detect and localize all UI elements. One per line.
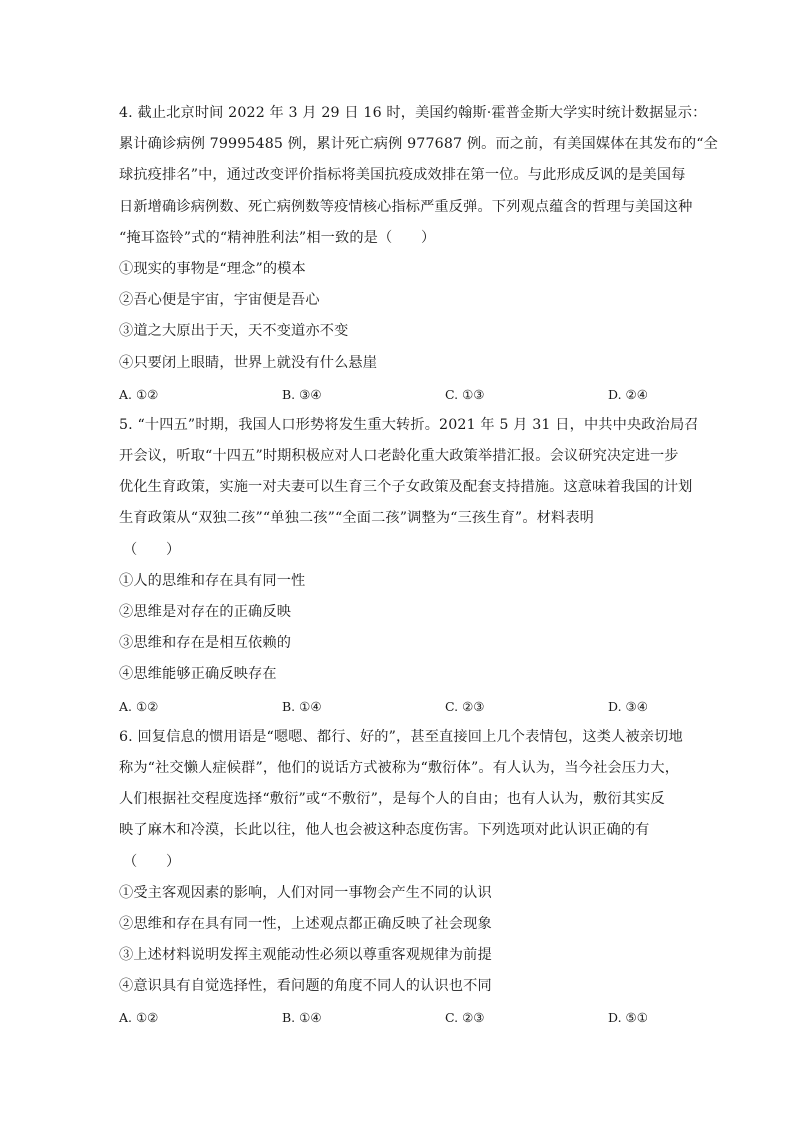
question-4-statement-1: ①现实的事物是“理念”的模本 [119,260,306,277]
question-4 [119,98,718,410]
question-6-option-b[interactable]: B. ①④ [282,1010,322,1026]
question-4-option-b[interactable]: B. ③④ [282,386,322,402]
question-5-statement-2: ②思维是对存在的正确反映 [119,604,292,620]
question-5-statement-1: ①人的思维和存在具有同一性 [119,572,306,589]
question-6 [119,722,683,1034]
question-6-stem-line-4: 映了麻木和冷漠，长此以往，他人也会被这种态度伤害。下列选项对此认识正确的有 [119,822,650,839]
question-6-statement-2: ②思维和存在具有同一性，上述观点都正确反映了社会现象 [119,915,492,932]
question-4-stem-line-2: 累计确诊病例 79995485 例，累计死亡病例 977687 例。而之前，有美国媒体在其发布的“全 [119,136,718,153]
question-6-statement-3: ③上述材料说明发挥主观能动性必须以尊重客观规律为前提 [119,947,492,964]
question-4-stem-line-5: “掩耳盗铃”式的“精神胜利法”相一致的是（ ） [119,229,436,246]
question-4-statement-2: ②吾心便是宇宙，宇宙便是吾心 [119,292,320,309]
question-5-option-b[interactable]: B. ①④ [282,698,322,714]
question-6-option-c[interactable]: C. ②③ [445,1010,485,1026]
question-4-statement-3: ③道之大原出于天，天不变道亦不变 [119,323,349,340]
question-5-statement-4: ④思维能够正确反映存在 [119,666,277,683]
question-6-statement-4: ④意识具有自觉选择性，看问题的角度不同人的认识也不同 [119,978,492,995]
question-5 [119,410,699,722]
question-4-option-d[interactable]: D. ②④ [608,386,648,402]
question-5-statement-3: ③思维和存在是相互依赖的 [119,635,292,652]
exam-page [119,98,718,1034]
question-6-option-d[interactable]: D. ⑤① [608,1010,648,1026]
question-4-option-a[interactable]: A. ①② [119,386,159,402]
question-5-stem-line-1: 5. “十四五”时期，我国人口形势将发生重大转折。2021 年 5 月 31 日，中共中央政治局召 [119,416,699,433]
question-5-answer-paren: （ ） [123,541,181,558]
question-4-stem-line-4: 日新增确诊病例数、死亡病例数等疫情核心指标严重反弹。下列观点蕴含的哲理与美国这种 [119,198,693,215]
question-4-options [119,379,679,410]
question-5-options [119,691,679,722]
question-5-option-a[interactable]: A. ①② [119,698,159,714]
question-4-stem-line-3: 球抗疫排名”中，通过改变评价指标将美国抗疫成效排在第一位。与此形成反讽的是美国每 [119,167,686,184]
question-4-stem-line-1: 4. 截止北京时间 2022 年 3 月 29 日 16 时，美国约翰斯·霍普金斯大学实时统计数据显示： [119,105,707,121]
question-4-option-c[interactable]: C. ①③ [445,386,485,402]
question-6-option-a[interactable]: A. ①② [119,1010,159,1026]
question-5-option-d[interactable]: D. ③④ [608,698,648,714]
question-6-statement-1: ①受主客观因素的影响，人们对同一事物会产生不同的认识 [119,884,492,901]
question-6-stem-line-1: 6. 回复信息的惯用语是“嗯嗯、都行、好的”，甚至直接回上几个表情包，这类人被亲切地 [119,728,683,745]
question-5-stem-line-4: 生育政策从“双独二孩”“单独二孩”“全面二孩”调整为“三孩生育”。材料表明 [119,510,595,527]
question-6-answer-paren: （ ） [123,853,181,870]
question-5-option-c[interactable]: C. ②③ [445,698,485,714]
question-4-statement-4: ④只要闭上眼睛，世界上就没有什么悬崖 [119,354,378,371]
question-6-stem-line-3: 人们根据社交程度选择“敷衍”或“不敷衍”，是每个人的自由；也有人认为，敷衍其实反 [119,791,665,808]
question-5-stem-line-2: 开会议，听取“十四五”时期积极应对人口老龄化重大政策举措汇报。会议研究决定进一步 [119,448,679,465]
question-6-options [119,1002,679,1033]
question-6-stem-line-2: 称为“社交懒人症候群”，他们的说话方式被称为“敷衍体”。有人认为，当今社会压力大， [119,759,680,776]
question-5-stem-line-3: 优化生育政策，实施一对夫妻可以生育三个子女政策及配套支持措施。这意味着我国的计划 [119,479,693,496]
